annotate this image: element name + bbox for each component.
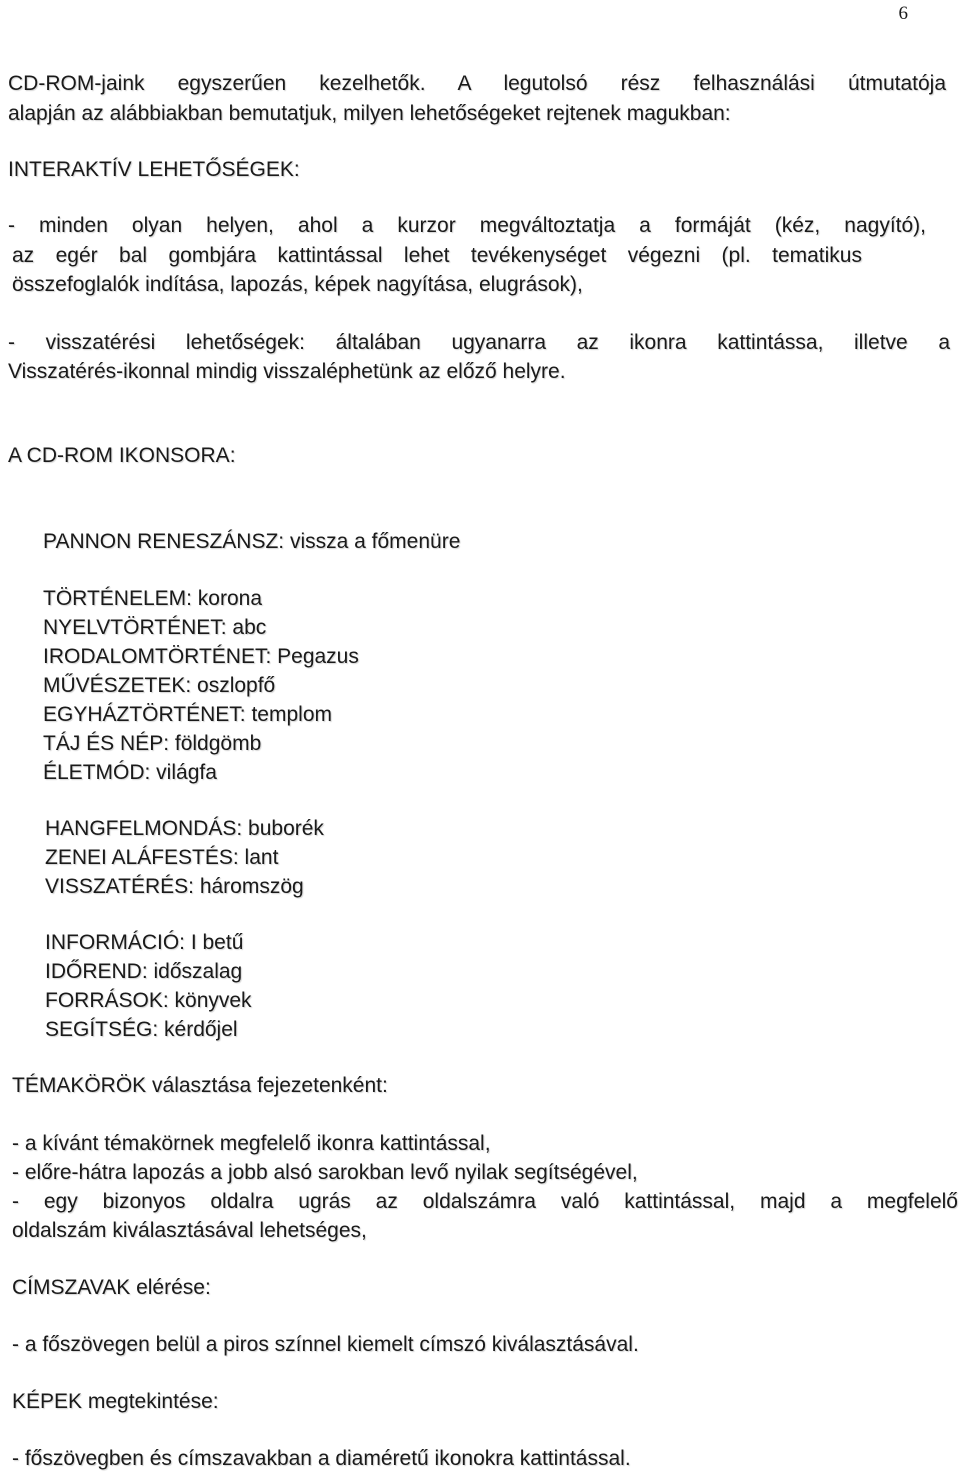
images-item-1: - főszövegben és címszavakban a diaméretű ikonokra kattintással. <box>12 1447 631 1470</box>
page-number: 6 <box>898 3 908 24</box>
icon-legend-item: SEGÍTSÉG: kérdőjel <box>45 1018 238 1041</box>
interactive-bullet-1-line-2: az egér bal gombjára kattintással lehet tevékenységet végezni (pl. tematikus <box>12 244 862 267</box>
intro-line-2: alapján az alábbiakban bemutatjuk, milyen lehetőségeket rejtenek magukban: <box>8 102 731 125</box>
topics-item-3-line-2: oldalszám kiválasztásával lehetséges, <box>12 1219 367 1242</box>
icon-legend-item: TÁJ ÉS NÉP: földgömb <box>43 732 262 755</box>
icon-legend-item: INFORMÁCIÓ: I betű <box>45 931 244 954</box>
topics-item-3-line-1: - egy bizonyos oldalra ugrás az oldalszámra való kattintással, majd a megfelelő <box>12 1190 958 1213</box>
topics-heading: TÉMAKÖRÖK választása fejezetenként: <box>12 1074 388 1097</box>
icon-legend-item: EGYHÁZTÖRTÉNET: templom <box>43 703 332 726</box>
icon-legend-item: ZENEI ALÁFESTÉS: lant <box>45 846 279 869</box>
icon-legend-item: VISSZATÉRÉS: háromszög <box>45 875 304 898</box>
icon-group-2 <box>45 814 324 901</box>
icon-legend-item: ÉLETMÓD: világfa <box>43 761 217 784</box>
icon-group-3 <box>45 928 252 1044</box>
icons-heading: A CD-ROM IKONSORA: <box>8 444 236 467</box>
icon-legend-item: IRODALOMTÖRTÉNET: Pegazus <box>43 645 359 668</box>
icon-legend-item: FORRÁSOK: könyvek <box>45 989 252 1012</box>
icon-legend-item: TÖRTÉNELEM: korona <box>43 587 263 610</box>
interactive-bullet-1-line-1: - minden olyan helyen, ahol a kurzor megváltoztatja a formáját (kéz, nagyító), <box>8 214 926 237</box>
interactive-bullet-1-line-3: összefoglalók indítása, lapozás, képek nagyítása, elugrások), <box>12 273 583 296</box>
interactive-bullet-2-line-2: Visszatérés-ikonnal mindig visszaléphetünk az előző helyre. <box>8 360 566 383</box>
icon-group-1 <box>43 584 359 787</box>
intro-line-1: CD-ROM-jaink egyszerűen kezelhetők. A legutolsó rész felhasználási útmutatója <box>8 72 946 95</box>
keywords-item-1: - a főszövegen belül a piros színnel kiemelt címszó kiválasztásával. <box>12 1333 639 1356</box>
icon-legend-item: HANGFELMONDÁS: buborék <box>45 817 324 840</box>
interactive-heading: INTERAKTÍV LEHETŐSÉGEK: <box>8 158 300 181</box>
icon-legend-item: IDŐREND: időszalag <box>45 960 243 983</box>
keywords-heading: CÍMSZAVAK elérése: <box>12 1276 211 1299</box>
images-heading: KÉPEK megtekintése: <box>12 1390 219 1413</box>
icon-legend-item: NYELVTÖRTÉNET: abc <box>43 616 267 639</box>
icon-pannon: PANNON RENESZÁNSZ: vissza a főmenüre <box>43 530 461 553</box>
interactive-bullet-2-line-1: - visszatérési lehetőségek: általában ugyanarra az ikonra kattintássa, illetve a <box>8 331 950 354</box>
icon-legend-item: MŰVÉSZETEK: oszlopfő <box>43 674 276 697</box>
topics-item-2: - előre-hátra lapozás a jobb alsó sarokban levő nyilak segítségével, <box>12 1161 638 1184</box>
topics-item-1: - a kívánt témakörnek megfelelő ikonra kattintással, <box>12 1132 491 1155</box>
